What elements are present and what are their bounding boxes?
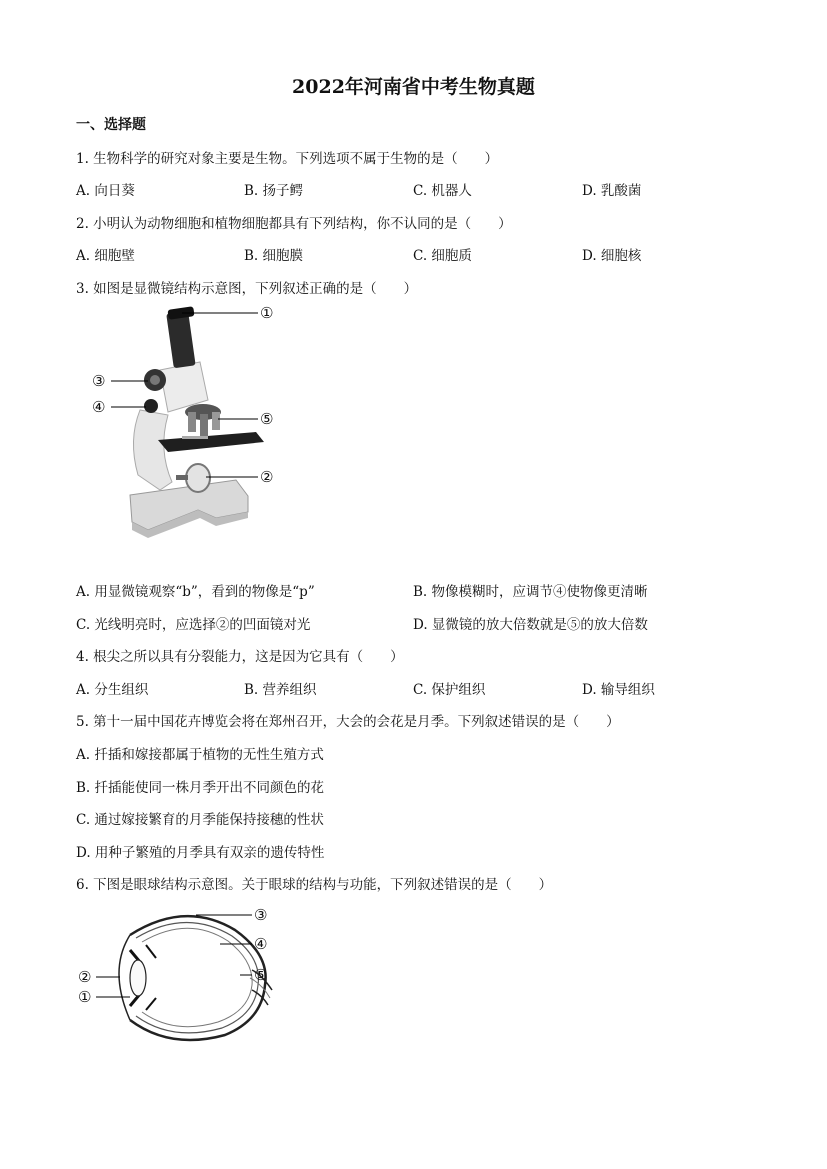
microscope-label-4: ④	[92, 398, 106, 416]
question-3-option-c: C. 光线明亮时，应选择②的凹面镜对光	[76, 617, 311, 633]
question-5-option-c: C. 通过嫁接繁育的月季能保持接穗的性状	[76, 812, 324, 828]
question-5-option-d: D. 用种子繁殖的月季具有双亲的遗传特性	[76, 845, 325, 861]
question-4-stem: 4. 根尖之所以具有分裂能力，这是因为它具有（ ）	[76, 649, 404, 665]
question-2-stem: 2. 小明认为动物细胞和植物细胞都具有下列结构，你不认同的是（ ）	[76, 216, 512, 232]
page-title: 2022年河南省中考生物真题	[292, 76, 535, 98]
question-2-option-d: D. 细胞核	[582, 248, 642, 264]
eye-label-1: ①	[78, 988, 92, 1006]
microscope-label-2: ②	[260, 468, 274, 486]
question-4-option-b: B. 营养组织	[244, 682, 317, 698]
question-1-option-d: D. 乳酸菌	[582, 183, 642, 199]
microscope-label-3: ③	[92, 372, 106, 390]
question-5-option-a: A. 扦插和嫁接都属于植物的无性生殖方式	[76, 747, 324, 763]
question-2-option-b: B. 细胞膜	[244, 248, 304, 264]
question-1-option-a: A. 向日葵	[76, 183, 135, 199]
question-1-stem: 1. 生物科学的研究对象主要是生物。下列选项不属于生物的是（ ）	[76, 151, 499, 167]
question-2-option-a: A. 细胞壁	[76, 248, 135, 264]
question-4-option-c: C. 保护组织	[413, 682, 486, 698]
eye-label-2: ②	[78, 968, 92, 986]
question-5-stem: 5. 第十一届中国花卉博览会将在郑州召开，大会的会花是月季。下列叙述错误的是（ ）	[76, 714, 620, 730]
eye-label-4: ④	[254, 935, 268, 953]
question-2-option-c: C. 细胞质	[413, 248, 472, 264]
question-3-stem: 3. 如图是显微镜结构示意图，下列叙述正确的是（ ）	[76, 281, 418, 297]
question-3-option-a: A. 用显微镜观察“b”，看到的物像是“p”	[76, 584, 315, 600]
question-4-option-d: D. 输导组织	[582, 682, 655, 698]
question-3-option-d: D. 显微镜的放大倍数就是⑤的放大倍数	[413, 617, 648, 633]
microscope-label-5: ⑤	[260, 410, 274, 428]
section-heading: 一、选择题	[76, 117, 146, 133]
question-5-option-b: B. 扦插能使同一株月季开出不同颜色的花	[76, 780, 325, 796]
question-3-option-b: B. 物像模糊时，应调节④使物像更清晰	[413, 584, 648, 600]
eye-label-5: ⑤	[254, 966, 268, 984]
eye-label-3: ③	[254, 906, 268, 924]
question-6-stem: 6. 下图是眼球结构示意图。关于眼球的结构与功能，下列叙述错误的是（ ）	[76, 877, 553, 893]
microscope-label-1: ①	[260, 304, 274, 322]
question-1-option-c: C. 机器人	[413, 183, 472, 199]
question-1-option-b: B. 扬子鳄	[244, 183, 304, 199]
question-4-option-a: A. 分生组织	[76, 682, 149, 698]
